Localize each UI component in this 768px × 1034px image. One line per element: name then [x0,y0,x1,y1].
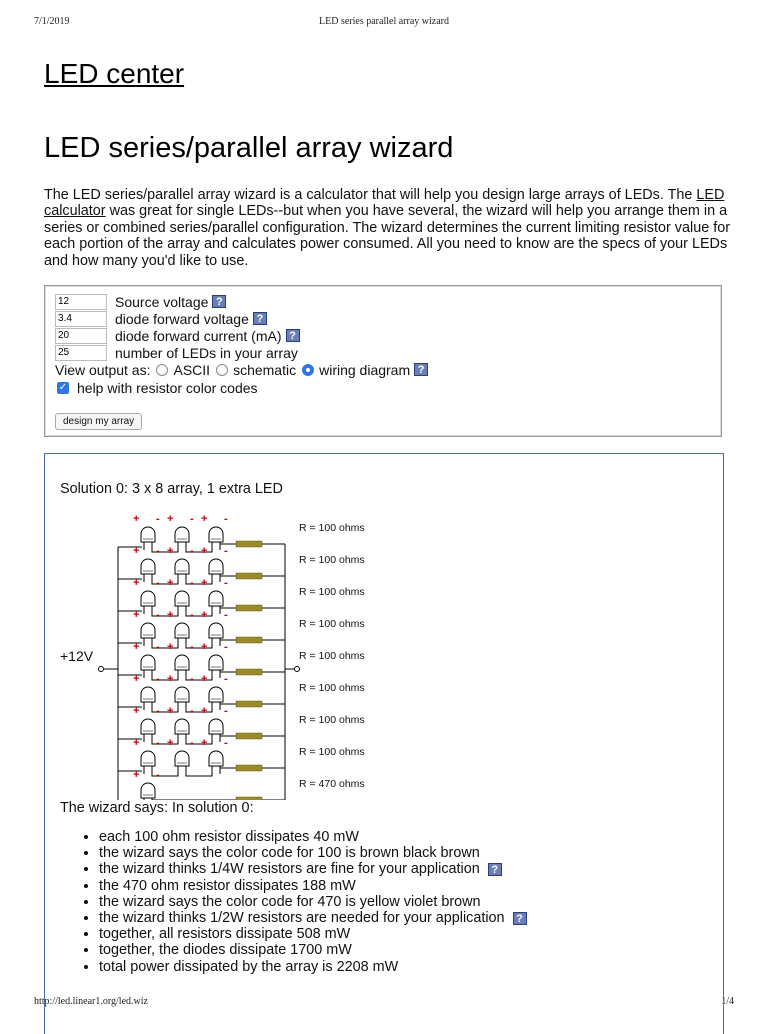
resistor-value-label: R = 100 ohms [299,650,365,662]
resistor [236,669,262,675]
forward-voltage-label: diode forward voltage [115,310,249,327]
result-item: • each 100 ohm resistor dissipates 40 mW [99,829,527,845]
help-icon[interactable]: ? [488,863,502,876]
circuit-wires [99,544,300,800]
polarity-minus: - [190,609,194,621]
led-base [211,762,221,764]
help-icon[interactable]: ? [286,329,300,342]
forward-current-label: diode forward current (mA) [115,327,282,344]
print-date: 7/1/2019 [34,16,70,27]
led-base [177,570,187,572]
led-base [211,698,221,700]
color-codes-label: help with resistor color codes [77,379,258,396]
resistor-value-label: R = 470 ohms [299,778,365,790]
polarity-minus: - [156,673,160,685]
led-base [177,634,187,636]
led-base [143,698,153,700]
polarity-plus: + [201,545,208,557]
led-base [177,538,187,540]
source-voltage-label: Source voltage [115,293,209,310]
resistor-value-label: R = 100 ohms [299,682,365,694]
led-base [143,634,153,636]
polarity-minus: - [224,737,228,749]
polarity-plus: + [201,609,208,621]
resistor-value-label: R = 100 ohms [299,522,365,534]
polarity-plus: + [167,705,174,717]
supply-voltage-label: +12V [60,648,94,664]
resistor-value-label: R = 100 ohms [299,714,365,726]
print-doc-title: LED series parallel array wizard [319,16,449,27]
resistor [236,733,262,739]
polarity-plus: + [167,673,174,685]
polarity-plus: + [167,513,174,525]
site-title-link[interactable]: LED center [44,58,185,89]
polarity-minus: - [190,641,194,653]
result-item: • the wizard thinks 1/2W resistors are needed for your application ? [99,910,527,926]
polarity-plus: + [133,769,140,781]
polarity-minus: - [156,513,160,525]
led-base [177,602,187,604]
color-codes-checkbox[interactable]: ✓ [58,381,68,393]
polarity-plus: + [201,705,208,717]
resistor-column [236,541,262,800]
polarity-plus: + [133,513,140,525]
resistor-value-label: R = 100 ohms [299,586,365,598]
polarity-minus: - [156,609,160,621]
polarity-minus: - [156,577,160,589]
resistor [236,541,262,547]
led-array [133,513,228,800]
led-calculator-link[interactable]: LED calculator [44,187,725,220]
led-base [143,602,153,604]
polarity-plus: + [133,609,140,621]
wizard-says-heading: The wizard says: In solution 0: [60,800,254,816]
polarity-plus: + [167,545,174,557]
polarity-minus: - [190,673,194,685]
help-icon[interactable]: ? [253,312,267,325]
polarity-plus: + [167,737,174,749]
polarity-minus: - [224,513,228,525]
result-item: • together, all resistors dissipate 508 mW [99,926,527,942]
led-base [211,570,221,572]
print-page-number: 1/4 [721,996,734,1007]
polarity-minus: - [156,769,160,781]
led-base [177,666,187,668]
polarity-plus: + [167,641,174,653]
view-output-label: View output as: [55,361,151,378]
polarity-plus: + [201,513,208,525]
polarity-plus: + [201,577,208,589]
resistor [236,573,262,579]
led-base [143,794,153,796]
led-base [177,762,187,764]
result-item: • the wizard says the color code for 100 is brown black brown [99,845,527,861]
polarity-plus: + [201,641,208,653]
help-icon[interactable]: ? [212,295,226,308]
resistor [236,701,262,707]
polarity-plus: + [167,577,174,589]
polarity-plus: + [133,737,140,749]
led-base [143,570,153,572]
polarity-minus: - [190,705,194,717]
series-link [186,774,212,776]
resistor-value-label: R = 100 ohms [299,618,365,630]
result-item: • total power dissipated by the array is 2208 mW [99,959,527,975]
polarity-minus: - [156,737,160,749]
polarity-plus: + [133,673,140,685]
polarity-minus: - [224,545,228,557]
intro-text-1: The LED series/parallel array wizard is a calculator that will help you design large arrays of LEDs. The [44,187,697,203]
led-base [177,730,187,732]
resistor-value-label: R = 100 ohms [299,554,365,566]
polarity-minus: - [190,737,194,749]
result-item: • the 470 ohm resistor dissipates 188 mW [99,878,527,894]
polarity-minus: - [224,673,228,685]
led-base [211,538,221,540]
polarity-plus: + [201,737,208,749]
led-base [211,602,221,604]
polarity-minus: - [224,609,228,621]
schematic-label: schematic [233,361,297,378]
polarity-plus: + [133,545,140,557]
intro-text-2: was great for single LEDs--but when you have several, the wizard will help you arrange them in a series or combined series/parallel configuration. The wizard determines the current limiting resistor value for each portion of the array and calculates power consumed. All you need to know are the specs of your LEDs and how many you'd like to use. [44,203,730,269]
polarity-minus: - [224,705,228,717]
polarity-plus: + [201,673,208,685]
result-item: • together, the diodes dissipate 1700 mW [99,942,527,958]
polarity-minus: - [190,577,194,589]
results-list [80,829,527,975]
polarity-plus: + [133,705,140,717]
print-url: http://led.linear1.org/led.wiz [34,996,148,1007]
ascii-label: ASCII [173,361,211,378]
result-item: • the wizard thinks 1/4W resistors are fine for your application ? [99,861,527,877]
polarity-plus: + [133,577,140,589]
result-item: • the wizard says the color code for 470 is yellow violet brown [99,894,527,910]
help-icon[interactable]: ? [414,363,428,376]
help-icon[interactable]: ? [513,912,527,925]
ground-terminal [295,667,300,672]
led-base [211,666,221,668]
polarity-minus: - [190,513,194,525]
solution-title: Solution 0: 3 x 8 array, 1 extra LED [60,481,283,497]
led-count-label: number of LEDs in your array [115,344,298,361]
polarity-plus: + [133,641,140,653]
resistor [236,605,262,611]
led-base [211,634,221,636]
polarity-minus: - [156,641,160,653]
supply-terminal [99,667,104,672]
page-title: LED series/parallel array wizard [44,132,454,164]
resistor [236,637,262,643]
polarity-minus: - [156,545,160,557]
polarity-minus: - [190,545,194,557]
polarity-minus: - [224,577,228,589]
polarity-minus: - [156,705,160,717]
polarity-minus: - [224,641,228,653]
design-array-button[interactable]: design my array [55,413,142,430]
led-base [177,698,187,700]
wiring-diagram-label: wiring diagram [319,361,411,378]
led-base [143,538,153,540]
led-base [143,666,153,668]
resistor-value-label: R = 100 ohms [299,746,365,758]
led-base [143,762,153,764]
led-base [211,730,221,732]
resistor [236,765,262,771]
polarity-plus: + [167,609,174,621]
led-base [143,730,153,732]
